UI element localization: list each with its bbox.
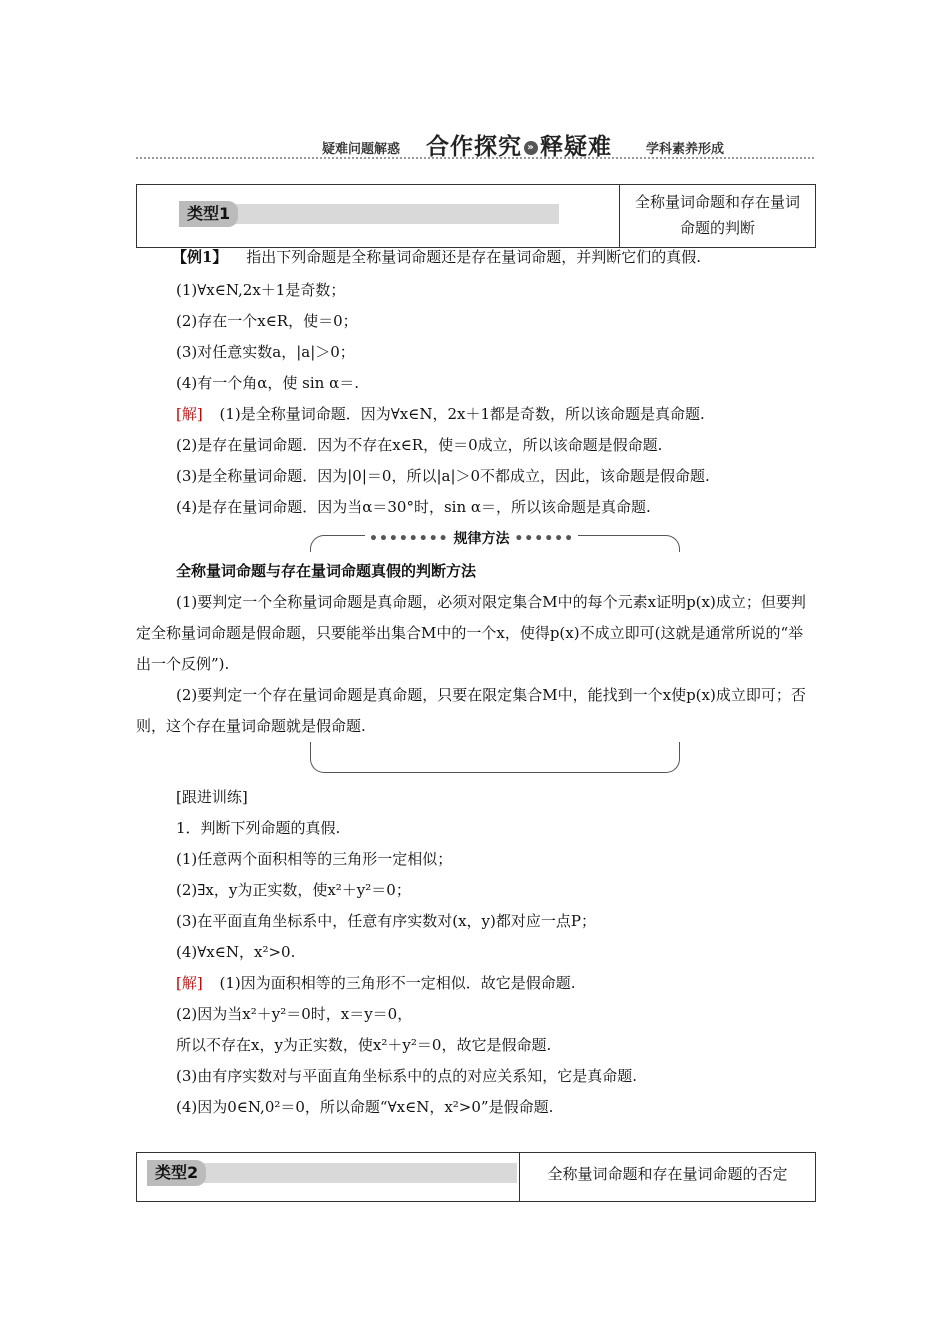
- practice-solution-line: [176, 972, 576, 993]
- practice-solution-line: (2)因为当x²＋y²＝0时，x＝y＝0，: [176, 1005, 413, 1023]
- type2-title: 全称量词命题和存在量词命题的否定: [547, 1165, 788, 1183]
- method-paragraph-2: (2)要判定一个存在量词命题是真命题，只要在限定集合M中，能找到一个x使p(x)成立即可；否则，这个存在量词命题就是假命题.: [136, 686, 806, 735]
- practice-solution-line: (4)因为0∈N,0²＝0，所以命题“∀x∈N，x²>0”是假命题.: [176, 1098, 554, 1116]
- example1-header: [172, 246, 701, 267]
- header-left-text: 疑难问题解惑: [322, 142, 401, 157]
- solution-tag: [解]: [176, 974, 203, 992]
- type1-title: [620, 189, 815, 241]
- page-header: [0, 128, 950, 162]
- method-label-text: 规律方法: [453, 531, 510, 547]
- solution-tag: [解]: [176, 405, 203, 423]
- method-frame-bottom: [310, 742, 680, 773]
- type1-title-line1: 全称量词命题和存在量词: [634, 193, 800, 211]
- example1-solution-line: [176, 403, 705, 424]
- header-right-text: 学科素养形成: [646, 142, 725, 157]
- practice-item: (4)∀x∈N，x²>0.: [176, 943, 296, 961]
- type1-title-line2: 命题的判断: [679, 219, 755, 237]
- type1-box: [136, 184, 816, 248]
- practice-question: 1．判断下列命题的真假.: [176, 819, 341, 837]
- solution-text: (1)是全称量词命题．因为∀x∈N，2x＋1都是奇数，所以该命题是真命题.: [219, 405, 705, 423]
- example1-solution-line: (3)是全称量词命题．因为|0|＝0，所以|a|＞0不都成立，因此，该命题是假命题.: [176, 467, 710, 485]
- dots-icon: ••••••: [514, 531, 575, 547]
- header-divider: [136, 157, 814, 159]
- example1-item: (2)存在一个x∈R，使＝0；: [176, 312, 358, 330]
- type2-box: [136, 1152, 816, 1202]
- example1-item: (3)对任意实数a，|a|＞0；: [176, 343, 355, 361]
- practice-tag: [跟进训练]: [176, 788, 248, 806]
- practice-solution-line: (3)由有序实数对与平面直角坐标系中的点的对应关系知，它是真命题.: [176, 1067, 638, 1085]
- type2-label: 类型2: [147, 1160, 206, 1186]
- example1-text: 指出下列命题是全称量词命题还是存在量词命题，并判断它们的真假.: [246, 248, 701, 266]
- example1-solution-line: (4)是存在量词命题．因为当α＝30°时，sin α＝，所以该命题是真命题.: [176, 498, 651, 516]
- dots-icon: ••••••••: [369, 531, 449, 547]
- practice-item: (2)∃x，y为正实数，使x²＋y²＝0；: [176, 881, 411, 899]
- example1-solution-line: (2)是存在量词命题．因为不存在x∈R，使＝0成立，所以该命题是假命题.: [176, 436, 663, 454]
- header-center2-text: 释疑难: [540, 134, 612, 160]
- header-center-text: 合作探究: [426, 134, 522, 160]
- method-title: 全称量词命题与存在量词命题真假的判断方法: [176, 562, 477, 580]
- type1-label: 类型1: [179, 201, 238, 227]
- example1-item: (4)有一个角α，使 sin α＝.: [176, 374, 359, 392]
- method-paragraph-1: (1)要判定一个全称量词命题是真命题，必须对限定集合M中的每个元素x证明p(x)成立；但要判定全称量词命题是假命题，只要能举出集合M中的一个x，使得p(x)不成立即可(这就是通常所说的“举出一个反例”).: [136, 593, 806, 673]
- example1-item: (1)∀x∈N,2x＋1是奇数；: [176, 281, 346, 299]
- practice-item: (3)在平面直角坐标系中，任意有序实数对(x，y)都对应一点P；: [176, 912, 596, 930]
- practice-item: (1)任意两个面积相等的三角形一定相似；: [176, 850, 453, 868]
- solution-text: (1)因为面积相等的三角形不一定相似．故它是假命题.: [219, 974, 576, 992]
- example1-tag: 【例1】: [172, 248, 228, 266]
- arrow-icon: »: [524, 141, 538, 155]
- practice-solution-line: 所以不存在x，y为正实数，使x²＋y²＝0，故它是假命题.: [176, 1036, 552, 1054]
- method-label: [365, 528, 578, 548]
